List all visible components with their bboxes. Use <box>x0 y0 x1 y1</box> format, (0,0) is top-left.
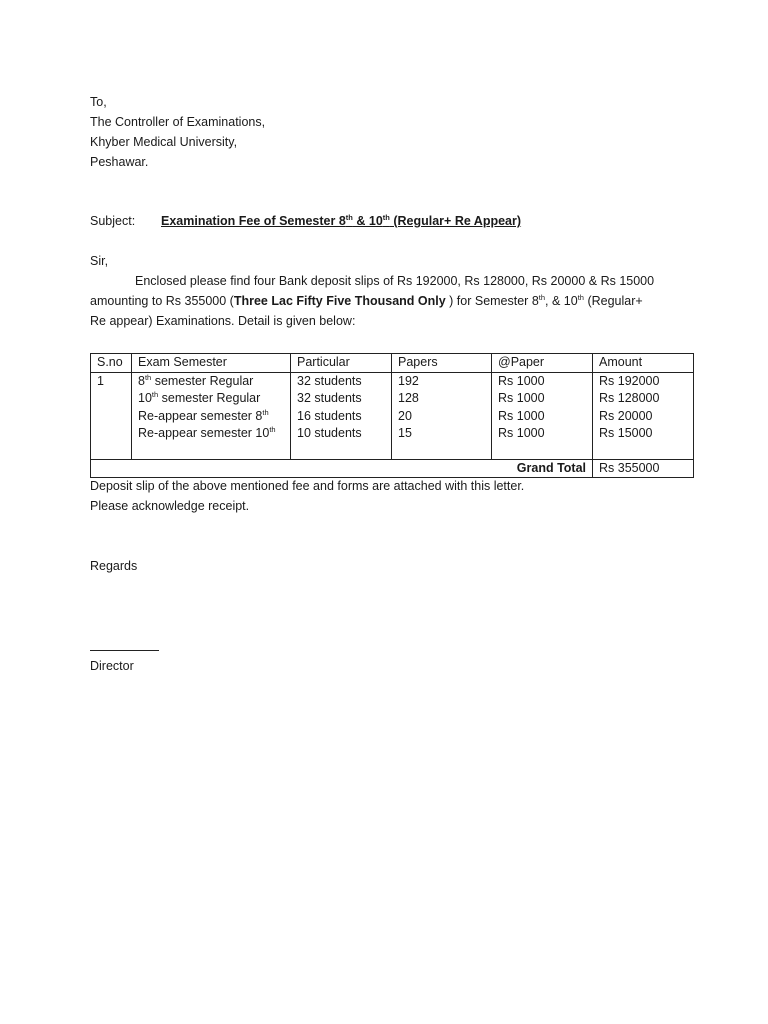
particular-cell <box>291 372 392 459</box>
particular-line: 16 students <box>297 408 362 423</box>
subject-label: Subject: <box>90 214 136 228</box>
per-paper-line: Rs 1000 <box>498 373 545 388</box>
semester-line: Re-appear semester 8th <box>138 407 269 423</box>
subject-title: Examination Fee of Semester 8th & 10th (Regular+ Re Appear) <box>161 212 522 228</box>
papers-line: 15 <box>398 426 412 440</box>
papers-cell <box>392 372 492 459</box>
address-to: To, <box>90 95 107 109</box>
table-header-row <box>91 354 694 373</box>
regards: Regards <box>90 559 138 573</box>
col-header: Particular <box>291 354 392 373</box>
body-line-1: Enclosed please find four Bank deposit slips of Rs 192000, Rs 128000, Rs 20000 & Rs 15000 <box>135 274 655 288</box>
signature-line <box>90 650 159 651</box>
closing-line-2: Please acknowledge receipt. <box>90 499 250 513</box>
address-line-3: Peshawar. <box>90 155 149 169</box>
amount-line: Rs 192000 <box>599 373 660 388</box>
body-line-2: amounting to Rs 355000 (Three Lac Fifty Five Thousand Only ) for Semester 8th, & 10th (Regular+ <box>90 292 643 308</box>
signatory-title: Director <box>90 659 134 673</box>
address-line-1: The Controller of Examinations, <box>90 115 266 129</box>
semester-line: 10th semester Regular <box>138 389 261 405</box>
amount-cell <box>593 372 694 459</box>
per-paper-line: Rs 1000 <box>498 426 545 440</box>
closing-line-1: Deposit slip of the above mentioned fee and forms are attached with this letter. <box>90 479 525 493</box>
col-header: Exam Semester <box>132 354 291 373</box>
col-header: Amount <box>593 354 694 373</box>
fee-table <box>90 353 694 478</box>
col-header: Papers <box>392 354 492 373</box>
amount-line: Rs 15000 <box>599 426 653 440</box>
per-paper-cell <box>492 372 593 459</box>
grand-total-amount: Rs 355000 <box>593 459 694 478</box>
particular-line: 32 students <box>297 391 362 405</box>
particular-line: 32 students <box>297 373 362 388</box>
per-paper-line: Rs 1000 <box>498 408 545 423</box>
exam-semester-cell <box>132 372 291 459</box>
grand-total-label: Grand Total <box>91 459 593 478</box>
col-header: @Paper <box>492 354 593 373</box>
papers-line: 20 <box>398 408 412 423</box>
table-row <box>91 372 694 459</box>
per-paper-line: Rs 1000 <box>498 391 545 405</box>
particular-line: 10 students <box>297 426 362 440</box>
grand-total-row <box>91 459 694 478</box>
papers-line: 128 <box>398 391 419 405</box>
address-line-2: Khyber Medical University, <box>90 135 238 149</box>
col-header: S.no <box>91 354 132 373</box>
semester-line: 8th semester Regular <box>138 372 254 388</box>
semester-line: Re-appear semester 10th <box>138 424 276 440</box>
sno-cell: 1 <box>91 372 132 459</box>
papers-line: 192 <box>398 373 419 388</box>
amount-line: Rs 128000 <box>599 391 660 405</box>
salutation: Sir, <box>90 254 109 268</box>
body-line-3: Re appear) Examinations. Detail is given below: <box>90 314 356 328</box>
amount-line: Rs 20000 <box>599 408 653 423</box>
